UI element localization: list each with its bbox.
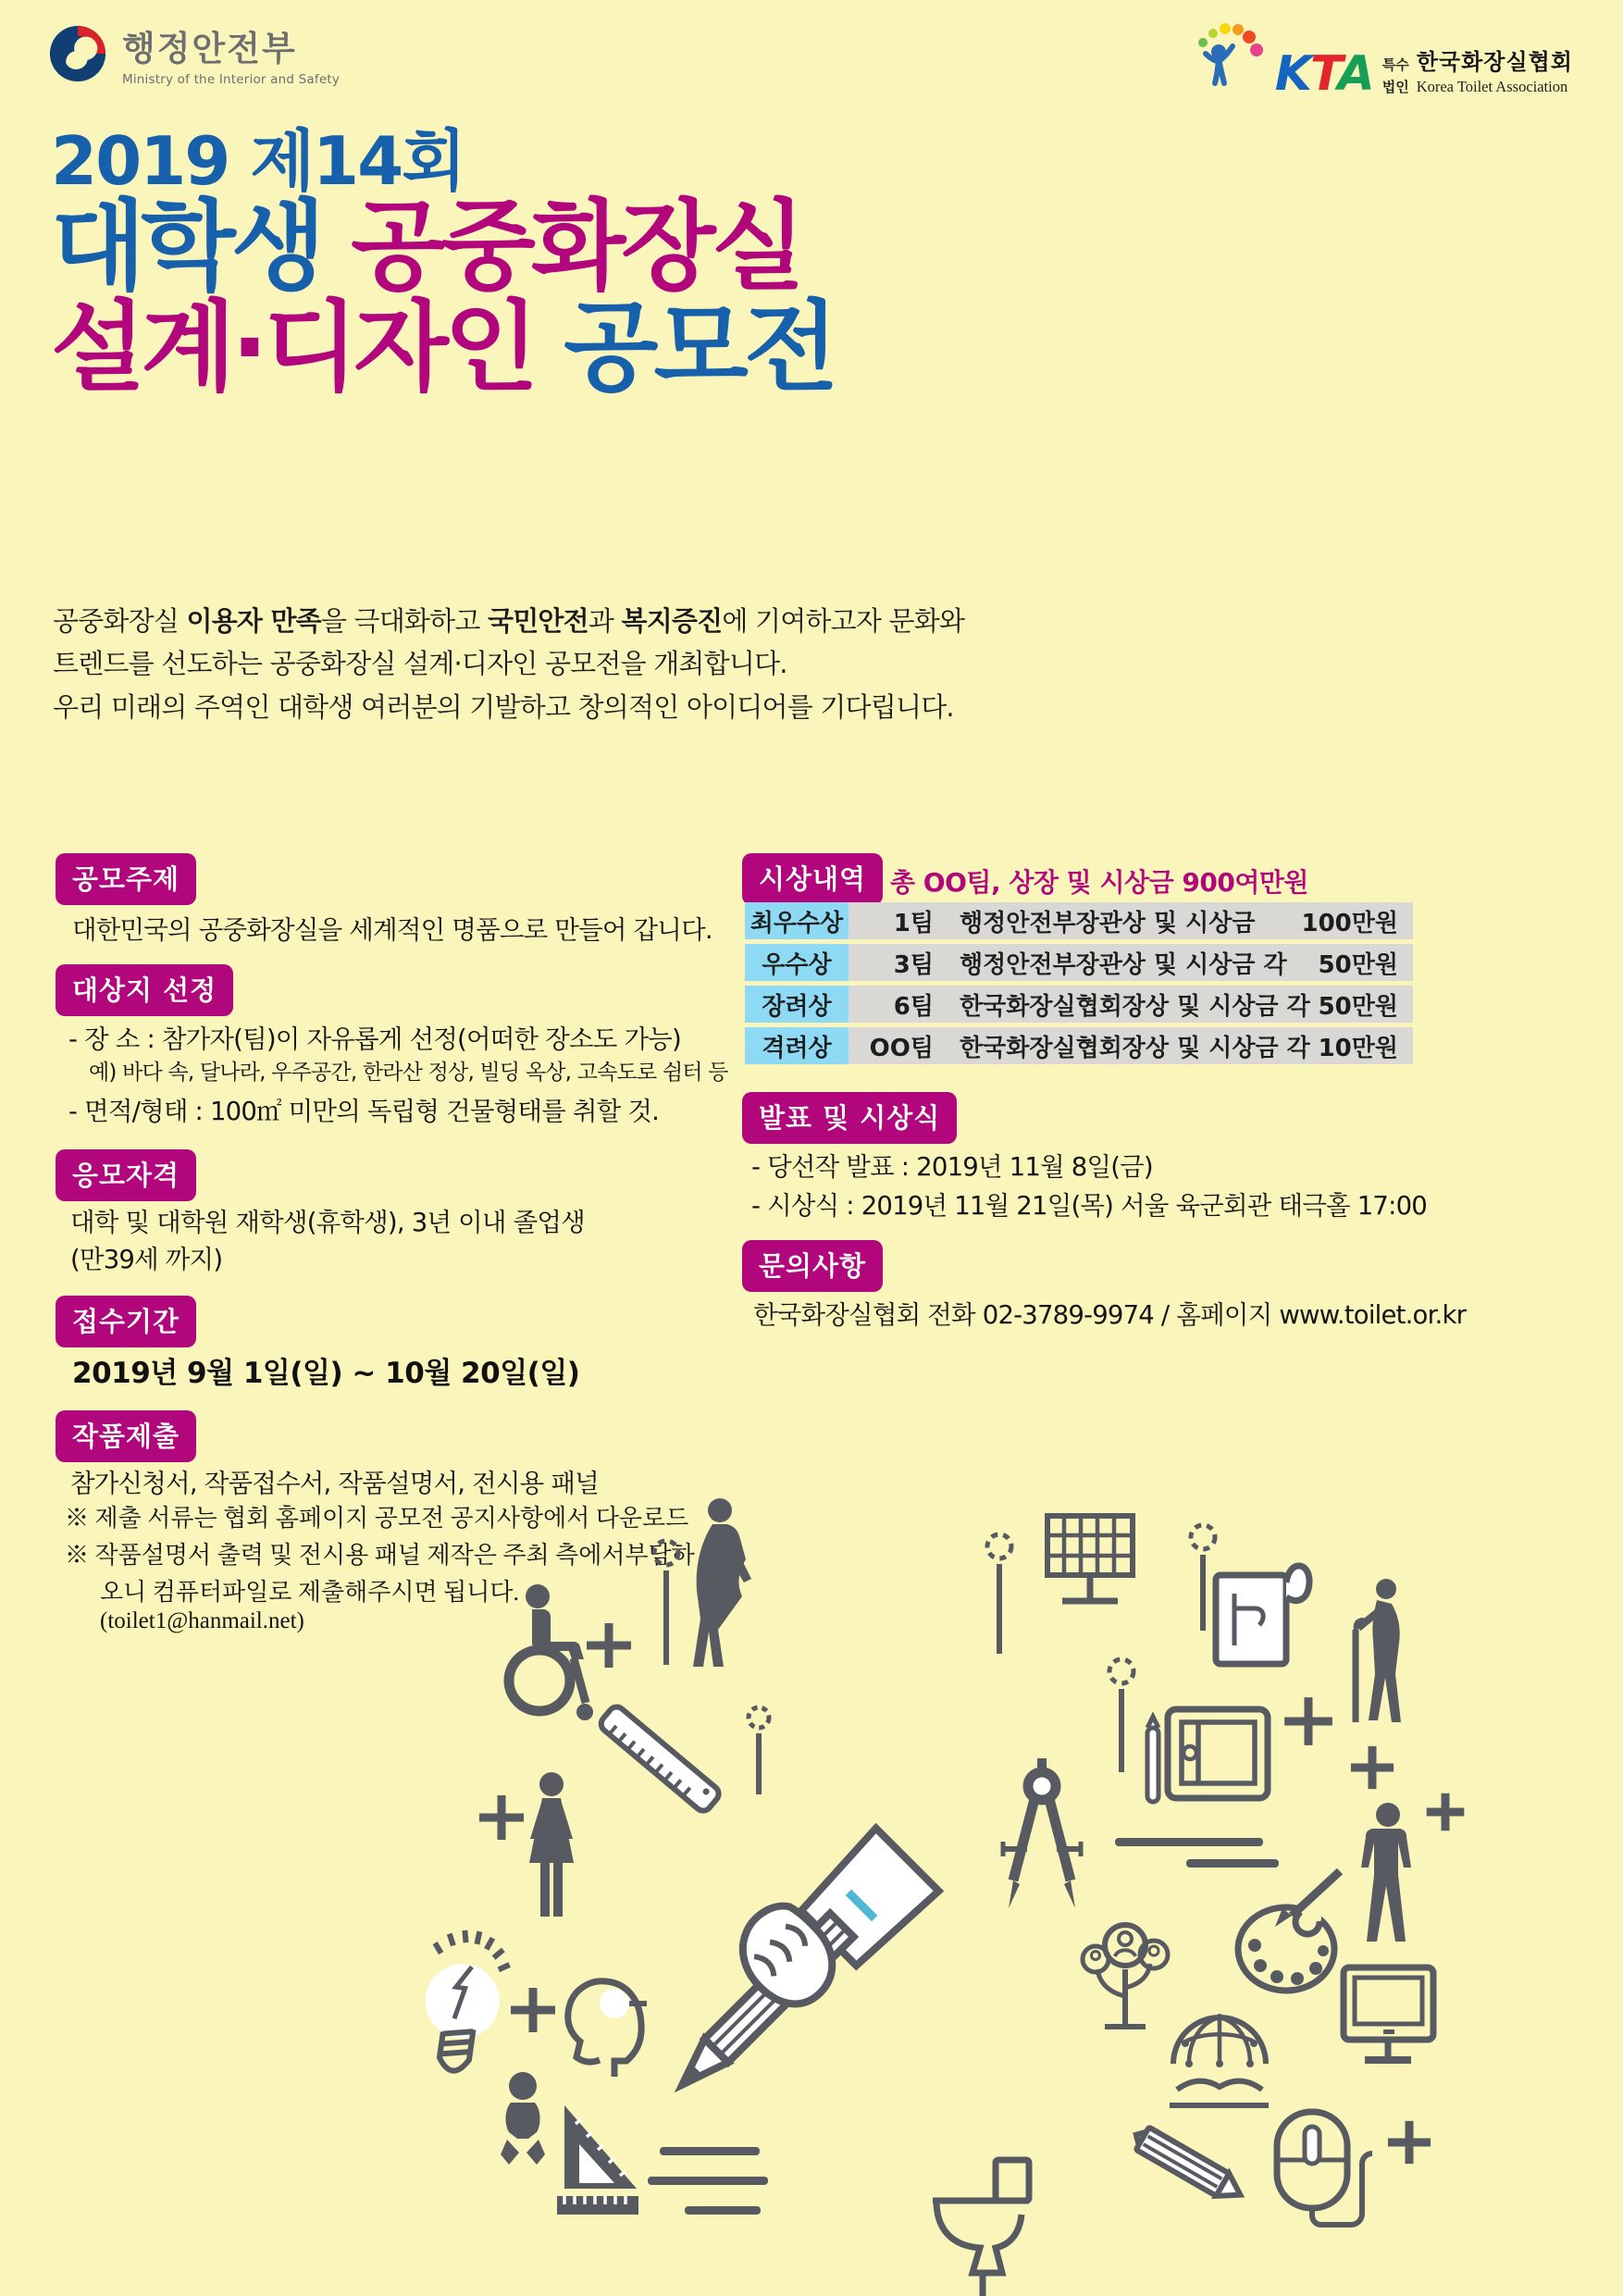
wand-icon bbox=[981, 1532, 1018, 1657]
section-theme-body: 대한민국의 공중화장실을 세계적인 명품으로 만들어 갑니다. bbox=[72, 915, 712, 945]
awards-badge: 시상내역 bbox=[742, 853, 883, 905]
wand-icon bbox=[740, 1705, 777, 1797]
award-grade: 격려상 bbox=[745, 1027, 849, 1064]
ruler-icon bbox=[601, 1705, 722, 1830]
awards-summary: 총 OO팀, 상장 및 시상금 900여만원 bbox=[890, 867, 1308, 898]
kta-abbr bbox=[1274, 46, 1373, 102]
intro-line1: 공중화장실 이용자 만족을 극대화하고 국민안전과 복지증진에 기여하고자 문화와 bbox=[53, 605, 965, 637]
kta-tag2: 법인 bbox=[1381, 79, 1409, 95]
submission-line4: 오니 컴퓨터파일로 제출해주시면 됩니다. bbox=[100, 1579, 519, 1606]
plus-icon bbox=[1349, 1744, 1395, 1791]
mois-logo bbox=[48, 20, 340, 87]
palette-icon bbox=[1233, 1871, 1342, 1996]
section-theme-badge: 공모주제 bbox=[56, 853, 196, 905]
globe-book-icon bbox=[1166, 2001, 1272, 2121]
table-row bbox=[745, 944, 1413, 981]
section-site-line1: - 장 소 : 참가자(팀)이 자유롭게 선정(어떠한 장소도 가능) bbox=[68, 1024, 681, 1054]
award-prize: 한국화장실협회장상 및 시상금 각 bbox=[960, 992, 1310, 1021]
pencil-icon bbox=[1131, 2117, 1237, 2215]
mois-name-en: Ministry of the Interior and Safety bbox=[122, 72, 341, 87]
intro-line3: 우리 미래의 주역인 대학생 여러분의 기발하고 창의적인 아이디어를 기다립니다. bbox=[53, 690, 954, 723]
table-row bbox=[745, 986, 1413, 1023]
submission-line3: ※ 작품설명서 출력 및 전시용 패널 제작은 주최 측에서부담하 bbox=[65, 1542, 695, 1569]
title-line3-magenta: 설계·디자인 bbox=[51, 291, 564, 405]
award-teams: 1팀 bbox=[893, 909, 934, 937]
table-row bbox=[745, 1027, 1413, 1064]
mouse-icon bbox=[1275, 2099, 1379, 2236]
award-prize: 행정안전부장관상 및 시상금 각 bbox=[960, 950, 1287, 979]
award-amount: 50만원 bbox=[1318, 950, 1398, 979]
plus-icon bbox=[1386, 2119, 1432, 2166]
section-submission-badge: 작품제출 bbox=[56, 1410, 196, 1462]
section-site-line2: 예) 바다 속, 달나라, 우주공간, 한라산 정상, 빌딩 옥상, 고속도로 쉼터 등 bbox=[89, 1061, 728, 1085]
set-square-icon bbox=[555, 2105, 640, 2226]
title-line2-blue: 대학생 bbox=[51, 190, 352, 304]
man-icon bbox=[1360, 1803, 1416, 1943]
wand-icon bbox=[648, 1538, 685, 1668]
title-line2-magenta: 공중화장실 bbox=[351, 190, 802, 304]
award-amount: 100만원 bbox=[1301, 909, 1398, 937]
pregnant-woman-icon bbox=[687, 1497, 759, 1669]
award-grade: 우수상 bbox=[745, 944, 849, 981]
section-period-date: 2019년 9월 1일(일) ~ 10월 20일(일) bbox=[72, 1357, 580, 1390]
award-grade: 장려상 bbox=[745, 986, 849, 1023]
mois-name-ko: 행정안전부 bbox=[122, 29, 297, 68]
mois-taegeuk-icon bbox=[48, 24, 107, 83]
section-eligibility-badge: 응모자격 bbox=[56, 1149, 196, 1201]
announce-line2: - 시상식 : 2019년 11월 21일(목) 서울 육군회관 태극홀 17:00 bbox=[751, 1191, 1427, 1221]
old-man-icon bbox=[1336, 1578, 1415, 1726]
lightbulb-icon bbox=[415, 1916, 507, 2101]
contact-badge: 문의사항 bbox=[742, 1240, 883, 1292]
award-amount: 50만원 bbox=[1318, 992, 1398, 1021]
pen-tablet-icon bbox=[1140, 1707, 1270, 1817]
plus-icon bbox=[509, 1986, 557, 2034]
submission-line5: (toilet1@hanmail.net) bbox=[100, 1608, 304, 1633]
intro-line2: 트렌드를 선도하는 공중화장실 설계·디자인 공모전을 개최합니다. bbox=[53, 648, 787, 680]
family-tree-icon bbox=[1081, 1908, 1169, 2033]
section-eligibility-line2: (만39세 까지) bbox=[70, 1245, 223, 1274]
speed-lines-icon bbox=[1115, 1838, 1263, 1846]
section-site-badge: 대상지 선정 bbox=[56, 964, 233, 1016]
title-line2 bbox=[51, 190, 834, 304]
award-prize: 행정안전부장관상 및 시상금 bbox=[960, 909, 1256, 937]
section-site-line3: - 면적/형태 : 100㎡ 미만의 독립형 건물형태를 취할 것. bbox=[68, 1097, 660, 1126]
awards-table bbox=[745, 902, 1413, 1069]
announce-line1: - 당선작 발표 : 2019년 11월 8일(금) bbox=[751, 1152, 1153, 1182]
baby-icon bbox=[495, 2071, 551, 2180]
kta-letter-k: K bbox=[1274, 46, 1311, 102]
award-teams: 6팀 bbox=[893, 992, 934, 1021]
table-row bbox=[745, 902, 1413, 939]
plus-icon bbox=[585, 1621, 633, 1669]
title-line3 bbox=[51, 291, 835, 405]
speed-lines-icon bbox=[648, 2177, 768, 2185]
solar-panel-icon bbox=[1044, 1514, 1136, 1621]
kta-letter-a: A bbox=[1337, 46, 1373, 102]
kta-figure-icon bbox=[1194, 19, 1266, 98]
title-line3-blue: 공모전 bbox=[564, 291, 835, 405]
speed-lines-icon bbox=[1186, 1859, 1279, 1868]
kta-name-en: Korea Toilet Association bbox=[1416, 78, 1568, 95]
monitor-icon bbox=[1340, 1966, 1437, 2091]
wheelchair-icon bbox=[504, 1584, 597, 1723]
section-period-badge: 접수기간 bbox=[56, 1296, 196, 1347]
plus-icon bbox=[1282, 1695, 1334, 1747]
kta-letter-t: T bbox=[1310, 46, 1338, 102]
submission-line2: ※ 제출 서류는 협회 홈페이지 공모전 공지사항에서 다운로드 bbox=[65, 1505, 689, 1532]
submission-line1: 참가신청서, 작품접수서, 작품설명서, 전시용 패널 bbox=[70, 1469, 599, 1498]
award-teams: 3팀 bbox=[893, 950, 934, 979]
kta-logo bbox=[1194, 19, 1573, 102]
compass-icon bbox=[1001, 1758, 1081, 1917]
award-teams: OO팀 bbox=[869, 1034, 934, 1062]
award-grade: 최우수상 bbox=[745, 902, 849, 939]
title-line1: 2019 제14회 bbox=[51, 122, 465, 200]
announce-badge: 발표 및 시상식 bbox=[742, 1092, 957, 1144]
toilet-icon bbox=[927, 2156, 1036, 2296]
hand-pencil-icon bbox=[606, 1837, 921, 2170]
kta-name-ko: 한국화장실협회 bbox=[1416, 49, 1573, 75]
kta-tag1: 특수 bbox=[1381, 56, 1409, 73]
intro-paragraph bbox=[53, 600, 964, 728]
wand-icon bbox=[1103, 1657, 1140, 1775]
woman-icon bbox=[523, 1772, 580, 1920]
award-amount: 10만원 bbox=[1318, 1034, 1398, 1062]
section-eligibility-line1: 대학 및 대학원 재학생(휴학생), 3년 이내 졸업생 bbox=[70, 1208, 585, 1237]
plus-icon bbox=[1425, 1792, 1466, 1832]
poster-title bbox=[51, 122, 835, 405]
blueprint-icon bbox=[1214, 1555, 1311, 1670]
award-prize: 한국화장실협회장상 및 시상금 각 bbox=[960, 1034, 1310, 1062]
speed-lines-icon bbox=[685, 2206, 761, 2215]
plus-icon bbox=[477, 1793, 526, 1842]
contact-body: 한국화장실협회 전화 02-3789-9974 / 홈페이지 www.toilet.or.kr bbox=[753, 1300, 1467, 1330]
